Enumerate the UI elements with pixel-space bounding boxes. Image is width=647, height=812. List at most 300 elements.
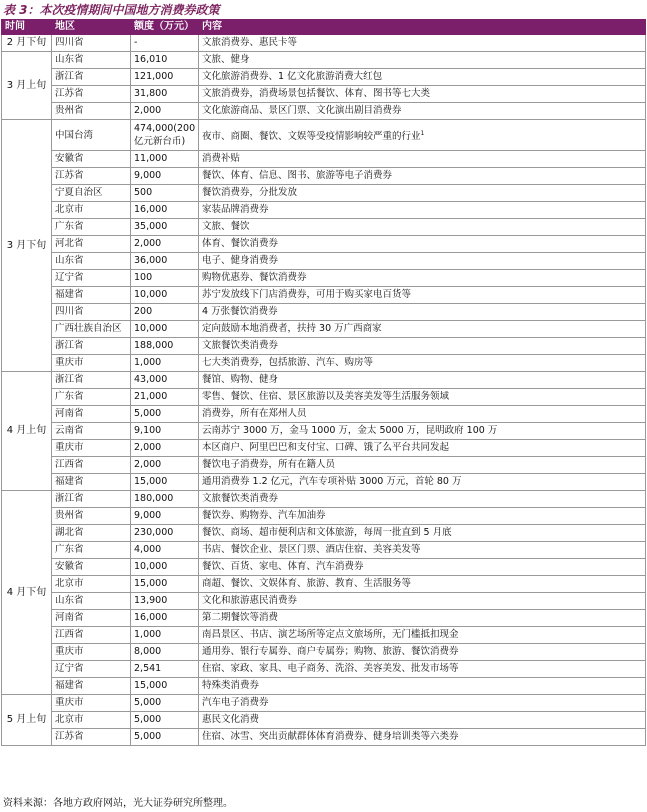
amount-cell-text: 31,800 [134, 88, 168, 99]
amount-cell-text: 16,000 [134, 612, 168, 623]
content-cell [199, 253, 646, 270]
content-cell [199, 576, 646, 593]
region-cell [52, 304, 131, 321]
table-row [2, 103, 646, 120]
content-cell-text: 文旅消费券，消费场景包括餐饮、体育、图书等七大类 [202, 88, 431, 99]
content-cell [199, 491, 646, 508]
content-cell [199, 52, 646, 69]
table-row [2, 406, 646, 423]
amount-cell [131, 355, 199, 372]
content-cell-text: 定向鼓励本地消费者，扶持 30 万广西商家 [202, 323, 382, 334]
content-cell [199, 202, 646, 219]
amount-cell-text: 2,000 [134, 442, 162, 453]
amount-cell [131, 661, 199, 678]
content-cell [199, 389, 646, 406]
amount-cell [131, 253, 199, 270]
content-cell-text: 餐饮电子消费券，所有在籍人员 [202, 459, 336, 470]
region-cell [52, 151, 131, 168]
amount-cell [131, 236, 199, 253]
amount-cell-text: 5,000 [134, 697, 162, 708]
content-cell-text: 体育、餐饮消费券 [202, 238, 279, 249]
table-row [2, 712, 646, 729]
table-row [2, 304, 646, 321]
region-cell [52, 610, 131, 627]
amount-cell [131, 52, 199, 69]
region-cell [52, 661, 131, 678]
content-cell-text: 文旅餐饮类消费券 [202, 493, 279, 504]
region-cell [52, 627, 131, 644]
region-cell [52, 729, 131, 746]
content-cell [199, 508, 646, 525]
period-cell: 5 月上旬 [2, 695, 52, 746]
region-cell-text: 重庆市 [55, 697, 84, 708]
content-cell-text: 通用消费券 1.2 亿元，汽车专项补贴 3000 万元，首轮 80 万 [202, 476, 462, 487]
region-cell-text: 安徽省 [55, 561, 84, 572]
content-cell-text: 文化和旅游惠民消费券 [202, 595, 298, 606]
amount-cell [131, 678, 199, 695]
amount-cell-text: 36,000 [134, 255, 168, 266]
content-cell-text: 餐馆、购物、健身 [202, 374, 279, 385]
amount-cell-text: 230,000 [134, 527, 174, 538]
region-cell [52, 440, 131, 457]
period-cell: 2 月下旬 [2, 35, 52, 52]
region-cell-text: 河南省 [55, 612, 84, 623]
region-cell [52, 236, 131, 253]
content-cell [199, 86, 646, 103]
table-row [2, 185, 646, 202]
amount-cell-text: 35,000 [134, 221, 168, 232]
table-row [2, 627, 646, 644]
table-row [2, 525, 646, 542]
amount-cell-text: 121,000 [134, 71, 174, 82]
content-cell-text: 第二期餐饮等消费 [202, 612, 279, 623]
amount-cell-text: 9,000 [134, 510, 162, 521]
content-cell [199, 321, 646, 338]
table-header-row [2, 20, 646, 35]
content-cell [199, 593, 646, 610]
region-cell [52, 338, 131, 355]
region-cell-text: 中国台湾 [55, 129, 94, 141]
amount-cell-text: 43,000 [134, 374, 168, 385]
region-cell [52, 86, 131, 103]
content-cell-text: 惠民文化消费 [202, 714, 260, 725]
region-cell-text: 山东省 [55, 595, 84, 606]
content-cell [199, 559, 646, 576]
region-cell [52, 202, 131, 219]
footnote-marker: 1 [420, 129, 425, 137]
content-cell-text: 文化旅游消费券、1 亿文化旅游消费大红包 [202, 71, 383, 82]
amount-cell [131, 287, 199, 304]
table-row [2, 610, 646, 627]
content-cell [199, 678, 646, 695]
table-row [2, 423, 646, 440]
region-cell-text: 河北省 [55, 238, 84, 249]
period-cell: 4 月上旬 [2, 372, 52, 491]
table-row [2, 508, 646, 525]
region-cell-text: 浙江省 [55, 340, 84, 351]
region-cell [52, 219, 131, 236]
region-cell [52, 35, 131, 52]
region-cell [52, 712, 131, 729]
region-cell-text: 江苏省 [55, 731, 84, 742]
region-cell [52, 103, 131, 120]
amount-cell-text: 1,000 [134, 629, 162, 640]
content-cell-text: 文化旅游商品、景区门票、文化演出剧目消费券 [202, 105, 402, 116]
region-cell-text: 福建省 [55, 476, 84, 487]
content-cell [199, 695, 646, 712]
amount-cell [131, 576, 199, 593]
content-cell-text: 家装品牌消费券 [202, 204, 269, 215]
region-cell [52, 406, 131, 423]
amount-cell-text: 2,000 [134, 459, 162, 470]
amount-cell-text: 10,000 [134, 289, 168, 300]
amount-cell-text: 188,000 [134, 340, 174, 351]
region-cell-text: 广东省 [55, 544, 84, 555]
table-row [2, 120, 646, 151]
amount-cell [131, 321, 199, 338]
amount-cell [131, 457, 199, 474]
amount-cell [131, 304, 199, 321]
table-row [2, 321, 646, 338]
amount-cell [131, 35, 199, 52]
amount-cell [131, 508, 199, 525]
region-cell [52, 644, 131, 661]
content-cell [199, 185, 646, 202]
content-cell-text: 文旅、健身 [202, 54, 250, 65]
amount-cell-text: 15,000 [134, 578, 168, 589]
region-cell-text: 北京市 [55, 578, 84, 589]
amount-cell-text: 5,000 [134, 731, 162, 742]
content-cell [199, 287, 646, 304]
table-row [2, 593, 646, 610]
region-cell-text: 河南省 [55, 408, 84, 419]
region-cell-text: 重庆市 [55, 442, 84, 453]
amount-cell-text: - [134, 37, 138, 48]
amount-cell-text: 474,000(200 亿元新台币) [134, 123, 196, 147]
region-cell-text: 江西省 [55, 629, 84, 640]
region-cell-text: 江西省 [55, 459, 84, 470]
amount-cell [131, 103, 199, 120]
amount-cell [131, 270, 199, 287]
content-cell-text: 汽车电子消费券 [202, 697, 269, 708]
content-cell [199, 457, 646, 474]
table-row [2, 338, 646, 355]
amount-cell [131, 185, 199, 202]
table-row [2, 474, 646, 491]
content-cell-text: 餐饮、百货、家电、体育、汽车消费券 [202, 561, 364, 572]
table-row [2, 729, 646, 746]
content-cell [199, 474, 646, 491]
region-cell-text: 湖北省 [55, 527, 84, 538]
content-cell [199, 338, 646, 355]
content-cell [199, 35, 646, 52]
content-cell [199, 69, 646, 86]
region-cell [52, 593, 131, 610]
region-cell [52, 253, 131, 270]
table-row [2, 559, 646, 576]
region-cell [52, 355, 131, 372]
amount-cell-text: 10,000 [134, 561, 168, 572]
content-cell [199, 151, 646, 168]
region-cell-text: 山东省 [55, 54, 84, 65]
region-cell-text: 北京市 [55, 204, 84, 215]
amount-cell-text: 100 [134, 272, 153, 283]
table-row [2, 372, 646, 389]
header-time: 时间 [2, 20, 52, 35]
content-cell [199, 120, 646, 151]
content-cell-text: 南昌景区、书店、演艺场所等定点文旅场所，无门槛抵扣现金 [202, 629, 459, 640]
content-cell-text: 住宿、冰雪、突出贡献群体体育消费券、健身培训类等六类券 [202, 731, 459, 742]
amount-cell-text: 15,000 [134, 680, 168, 691]
amount-cell-text: 180,000 [134, 493, 174, 504]
content-cell [199, 627, 646, 644]
amount-cell-text: 4,000 [134, 544, 162, 555]
table-row [2, 168, 646, 185]
region-cell [52, 423, 131, 440]
content-cell-text: 七大类消费券，包括旅游、汽车、购房等 [202, 357, 374, 368]
region-cell [52, 389, 131, 406]
amount-cell [131, 695, 199, 712]
region-cell [52, 185, 131, 202]
region-cell [52, 287, 131, 304]
region-cell [52, 678, 131, 695]
table-row [2, 576, 646, 593]
region-cell [52, 168, 131, 185]
amount-cell [131, 423, 199, 440]
amount-cell-text: 200 [134, 306, 153, 317]
period-cell: 4 月下旬 [2, 491, 52, 695]
region-cell [52, 52, 131, 69]
amount-cell-text: 13,900 [134, 595, 168, 606]
content-cell [199, 729, 646, 746]
table-body [2, 35, 646, 746]
header-region: 地区 [52, 20, 131, 35]
table-row [2, 219, 646, 236]
amount-cell [131, 69, 199, 86]
content-cell-text: 特殊类消费券 [202, 680, 260, 691]
region-cell [52, 69, 131, 86]
content-cell-text: 本区商户、阿里巴巴和支付宝、口碑、饿了么平台共同发起 [202, 442, 450, 453]
source-note: 资料来源：各地方政府网站，光大证券研究所整理。 [3, 798, 233, 809]
region-cell-text: 山东省 [55, 255, 84, 266]
region-cell-text: 浙江省 [55, 493, 84, 504]
region-cell-text: 重庆市 [55, 646, 84, 657]
table-row [2, 355, 646, 372]
region-cell-text: 四川省 [55, 37, 84, 48]
content-cell-text: 通用券、银行专属券、商户专属券；购物、旅游、餐饮消费券 [202, 646, 459, 657]
region-cell [52, 372, 131, 389]
table-row [2, 644, 646, 661]
table-row [2, 270, 646, 287]
amount-cell-text: 2,541 [134, 663, 162, 674]
amount-cell [131, 406, 199, 423]
content-cell-text: 消费补贴 [202, 153, 241, 164]
content-cell [199, 372, 646, 389]
amount-cell [131, 120, 199, 151]
region-cell [52, 270, 131, 287]
content-cell-text: 餐饮消费券，分批发放 [202, 187, 298, 198]
amount-cell [131, 712, 199, 729]
amount-cell-text: 8,000 [134, 646, 162, 657]
content-cell-text: 文旅餐饮类消费券 [202, 340, 279, 351]
content-cell [199, 236, 646, 253]
table-row [2, 491, 646, 508]
amount-cell [131, 372, 199, 389]
region-cell-text: 重庆市 [55, 357, 84, 368]
region-cell-text: 安徽省 [55, 153, 84, 164]
amount-cell [131, 86, 199, 103]
region-cell [52, 695, 131, 712]
amount-cell-text: 11,000 [134, 153, 168, 164]
region-cell-text: 江苏省 [55, 88, 84, 99]
header-content: 内容 [199, 20, 646, 35]
table-row [2, 69, 646, 86]
region-cell-text: 北京市 [55, 714, 84, 725]
period-cell: 3 月上旬 [2, 52, 52, 120]
content-cell [199, 219, 646, 236]
content-cell [199, 168, 646, 185]
region-cell [52, 508, 131, 525]
content-cell-text: 餐饮券、购物券、汽车加油券 [202, 510, 326, 521]
table-row [2, 661, 646, 678]
amount-cell-text: 16,010 [134, 54, 168, 65]
amount-cell [131, 219, 199, 236]
region-cell-text: 辽宁省 [55, 272, 84, 283]
region-cell-text: 宁夏自治区 [55, 187, 103, 198]
content-cell-text: 餐饮、体育、信息、图书、旅游等电子消费券 [202, 170, 393, 181]
region-cell-text: 贵州省 [55, 510, 84, 521]
amount-cell-text: 2,000 [134, 238, 162, 249]
content-cell-text: 书店、餐饮企业、景区门票、酒店住宿、美容美发等 [202, 544, 421, 555]
region-cell-text: 江苏省 [55, 170, 84, 181]
table-title: 表 3：本次疫情期间中国地方消费券政策 [3, 3, 220, 17]
content-cell-text: 苏宁发放线下门店消费券，可用于购买家电百货等 [202, 289, 412, 300]
content-cell [199, 542, 646, 559]
region-cell [52, 576, 131, 593]
region-cell-text: 广西壮族自治区 [55, 323, 122, 334]
region-cell [52, 559, 131, 576]
table-row [2, 389, 646, 406]
amount-cell [131, 168, 199, 185]
table-row [2, 86, 646, 103]
consumption-voucher-table [1, 19, 646, 746]
amount-cell [131, 474, 199, 491]
amount-cell [131, 542, 199, 559]
content-cell-text: 云南苏宁 3000 万，金马 1000 万，金太 5000 万，昆明政府 100 万 [202, 425, 498, 436]
period-cell: 3 月下旬 [2, 120, 52, 372]
content-cell-text: 4 万张餐饮消费券 [202, 306, 278, 317]
region-cell-text: 福建省 [55, 289, 84, 300]
table-row [2, 236, 646, 253]
region-cell [52, 525, 131, 542]
amount-cell [131, 627, 199, 644]
region-cell-text: 广东省 [55, 221, 84, 232]
region-cell [52, 474, 131, 491]
table-row [2, 678, 646, 695]
table-row [2, 35, 646, 52]
region-cell-text: 四川省 [55, 306, 84, 317]
amount-cell-text: 5,000 [134, 714, 162, 725]
content-cell-text: 住宿、家政、家具、电子商务、洗浴、美容美发、批发市场等 [202, 663, 459, 674]
amount-cell-text: 16,000 [134, 204, 168, 215]
table-row [2, 202, 646, 219]
content-cell [199, 355, 646, 372]
content-cell [199, 304, 646, 321]
table-row [2, 695, 646, 712]
content-cell-text: 电子、健身消费券 [202, 255, 279, 266]
region-cell [52, 120, 131, 151]
amount-cell [131, 440, 199, 457]
table-row [2, 457, 646, 474]
amount-cell [131, 644, 199, 661]
amount-cell-text: 10,000 [134, 323, 168, 334]
region-cell [52, 321, 131, 338]
content-cell [199, 270, 646, 287]
content-cell [199, 661, 646, 678]
table-row [2, 151, 646, 168]
amount-cell-text: 2,000 [134, 105, 162, 116]
content-cell-text: 商超、餐饮、文娱体育、旅游、教育、生活服务等 [202, 578, 412, 589]
header-amount: 额度（万元） [131, 20, 199, 35]
amount-cell [131, 491, 199, 508]
content-cell-text: 零售、餐饮、住宿、景区旅游以及美容美发等生活服务领域 [202, 391, 450, 402]
amount-cell [131, 525, 199, 542]
amount-cell-text: 500 [134, 187, 153, 198]
amount-cell-text: 5,000 [134, 408, 162, 419]
table-row [2, 52, 646, 69]
amount-cell [131, 610, 199, 627]
amount-cell-text: 15,000 [134, 476, 168, 487]
amount-cell-text: 1,000 [134, 357, 162, 368]
table-row [2, 440, 646, 457]
content-cell [199, 525, 646, 542]
amount-cell [131, 389, 199, 406]
content-cell-text: 夜市、商圈、餐饮、文娱等受疫情影响较严重的行业 [202, 131, 421, 143]
amount-cell-text: 9,100 [134, 425, 162, 436]
region-cell-text: 浙江省 [55, 71, 84, 82]
amount-cell [131, 593, 199, 610]
region-cell-text: 广东省 [55, 391, 84, 402]
amount-cell [131, 559, 199, 576]
table-row [2, 253, 646, 270]
content-cell-text: 购物优惠券、餐饮消费券 [202, 272, 307, 283]
amount-cell-text: 9,000 [134, 170, 162, 181]
region-cell-text: 福建省 [55, 680, 84, 691]
content-cell [199, 440, 646, 457]
content-cell-text: 文旅、餐饮 [202, 221, 250, 232]
region-cell-text: 贵州省 [55, 105, 84, 116]
region-cell [52, 457, 131, 474]
amount-cell [131, 729, 199, 746]
content-cell [199, 644, 646, 661]
content-cell [199, 712, 646, 729]
amount-cell-text: 21,000 [134, 391, 168, 402]
content-cell [199, 423, 646, 440]
table-row [2, 542, 646, 559]
amount-cell [131, 151, 199, 168]
content-cell [199, 406, 646, 423]
region-cell [52, 491, 131, 508]
amount-cell [131, 338, 199, 355]
region-cell-text: 浙江省 [55, 374, 84, 385]
content-cell-text: 文旅消费券、惠民卡等 [202, 37, 298, 48]
region-cell [52, 542, 131, 559]
amount-cell [131, 202, 199, 219]
table-row [2, 287, 646, 304]
content-cell-text: 餐饮、商场、超市便利店和文体旅游，每周一批直到 5 月底 [202, 527, 452, 538]
content-cell-text: 消费券，所有在郑州人员 [202, 408, 307, 419]
region-cell-text: 云南省 [55, 425, 84, 436]
